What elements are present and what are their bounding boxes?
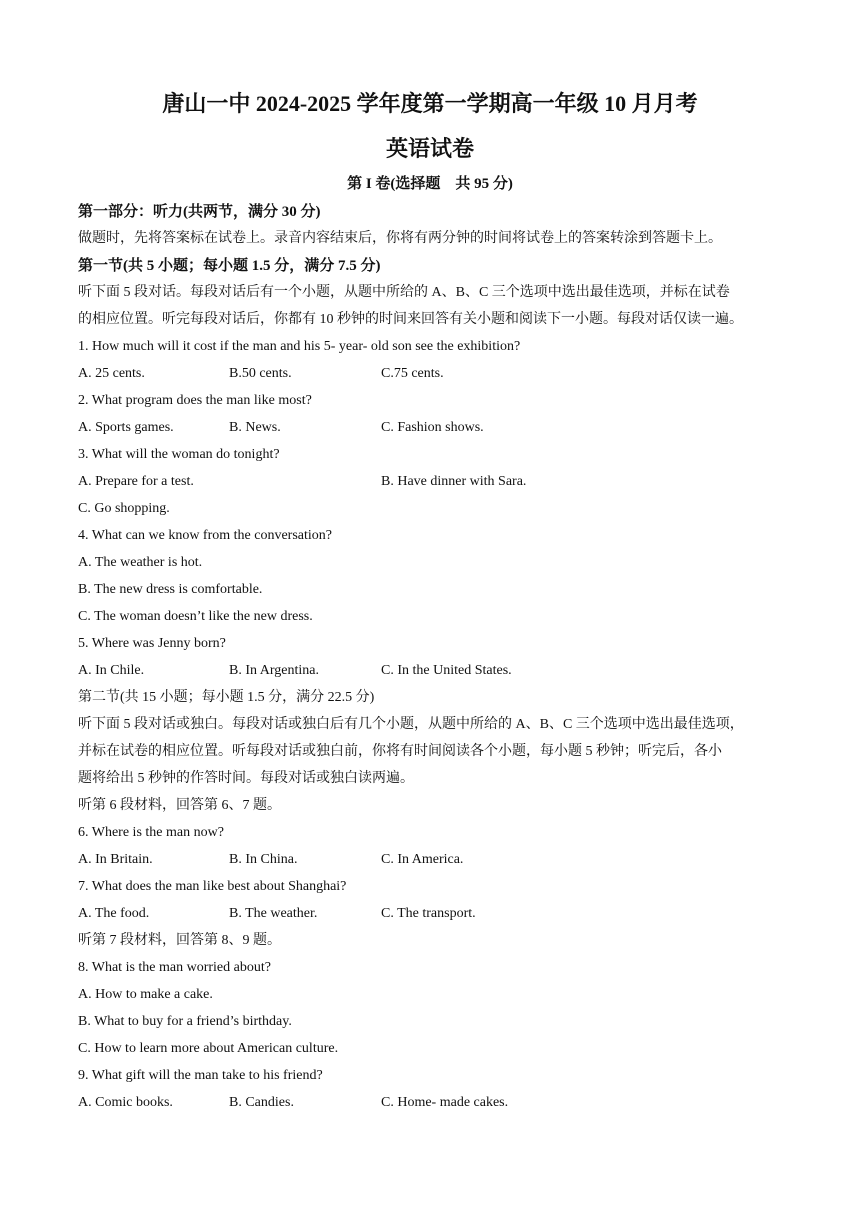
option-b: B. Candies. <box>229 1095 294 1110</box>
section2-instruction-3: 题将给出 5 秒钟的作答时间。每段对话或独白读两遍。 <box>78 771 414 786</box>
option-a: A. Comic books. <box>78 1095 173 1110</box>
option-c: C. In the United States. <box>381 663 512 678</box>
option-c: C. Go shopping. <box>78 501 170 516</box>
question-stem: 4. What can we know from the conversation? <box>78 528 332 543</box>
option-c: C.75 cents. <box>381 366 444 381</box>
option-c: C. Home- made cakes. <box>381 1095 509 1110</box>
subject-title: 英语试卷 <box>385 136 474 161</box>
volume-heading: 第 I 卷(选择题 共 95 分) <box>347 176 513 192</box>
question-stem: 7. What does the man like best about Shanghai? <box>78 879 347 894</box>
section2-heading: 第二节(共 15 小题；每小题 1.5 分，满分 22.5 分) <box>78 690 375 705</box>
question-stem: 9. What gift will the man take to his friend? <box>78 1068 323 1083</box>
question-stem: 6. Where is the man now? <box>78 825 224 840</box>
question-stem: 2. What program does the man like most? <box>78 393 312 408</box>
section2-instruction-1: 听下面 5 段对话或独白。每段对话或独白后有几个小题，从题中所给的 A、B、C 三个选项中选出最佳选项， <box>78 717 744 732</box>
material-7-note: 听第 7 段材料，回答第 8、9 题。 <box>78 933 281 948</box>
section1-heading: 第一节(共 5 小题；每小题 1.5 分，满分 7.5 分) <box>78 258 381 274</box>
option-a: A. How to make a cake. <box>78 987 213 1002</box>
question-stem: 1. How much will it cost if the man and his 5- year- old son see the exhibition? <box>78 339 521 354</box>
part1-instruction: 做题时，先将答案标在试卷上。录音内容结束后，你将有两分钟的时间将试卷上的答案转涂到答题卡上。 <box>78 231 722 246</box>
option-c: C. Fashion shows. <box>381 420 484 435</box>
option-b: B.50 cents. <box>229 366 292 381</box>
option-b: B. The new dress is comfortable. <box>78 582 263 597</box>
option-b: B. The weather. <box>229 906 318 921</box>
question-stem: 5. Where was Jenny born? <box>78 636 226 651</box>
option-b: B. Have dinner with Sara. <box>381 474 527 489</box>
option-c: C. In America. <box>381 852 464 867</box>
option-a: A. Prepare for a test. <box>78 474 194 489</box>
option-b: B. In Argentina. <box>229 663 319 678</box>
option-a: A. The food. <box>78 906 150 921</box>
option-c: C. How to learn more about American culture. <box>78 1041 339 1056</box>
option-b: B. In China. <box>229 852 298 867</box>
section1-instruction-1: 听下面 5 段对话。每段对话后有一个小题，从题中所给的 A、B、C 三个选项中选出最佳选项，并标在试卷 <box>78 285 730 300</box>
option-a: A. In Chile. <box>78 663 145 678</box>
question-stem: 3. What will the woman do tonight? <box>78 447 280 462</box>
option-a: A. Sports games. <box>78 420 174 435</box>
section2-instruction-2: 并标在试卷的相应位置。听每段对话或独白前，你将有时间阅读各个小题，每小题 5 秒钟；听完后，各小 <box>78 744 722 759</box>
option-b: B. What to buy for a friend’s birthday. <box>78 1014 292 1029</box>
option-b: B. News. <box>229 420 281 435</box>
option-c: C. The woman doesn’t like the new dress. <box>78 609 313 624</box>
option-a: A. 25 cents. <box>78 366 145 381</box>
option-c: C. The transport. <box>381 906 476 921</box>
question-stem: 8. What is the man worried about? <box>78 960 271 975</box>
section1-instruction-2: 的相应位置。听完每段对话后，你都有 10 秒钟的时间来回答有关小题和阅读下一小题。每段对话仅读一遍。 <box>78 312 743 327</box>
part1-heading: 第一部分：听力(共两节，满分 30 分) <box>78 204 321 220</box>
option-a: A. In Britain. <box>78 852 153 867</box>
material-6-note: 听第 6 段材料，回答第 6、7 题。 <box>78 798 281 813</box>
option-a: A. The weather is hot. <box>78 555 203 570</box>
exam-title: 唐山一中 2024-2025 学年度第一学期高一年级 10 月月考 <box>162 91 698 116</box>
